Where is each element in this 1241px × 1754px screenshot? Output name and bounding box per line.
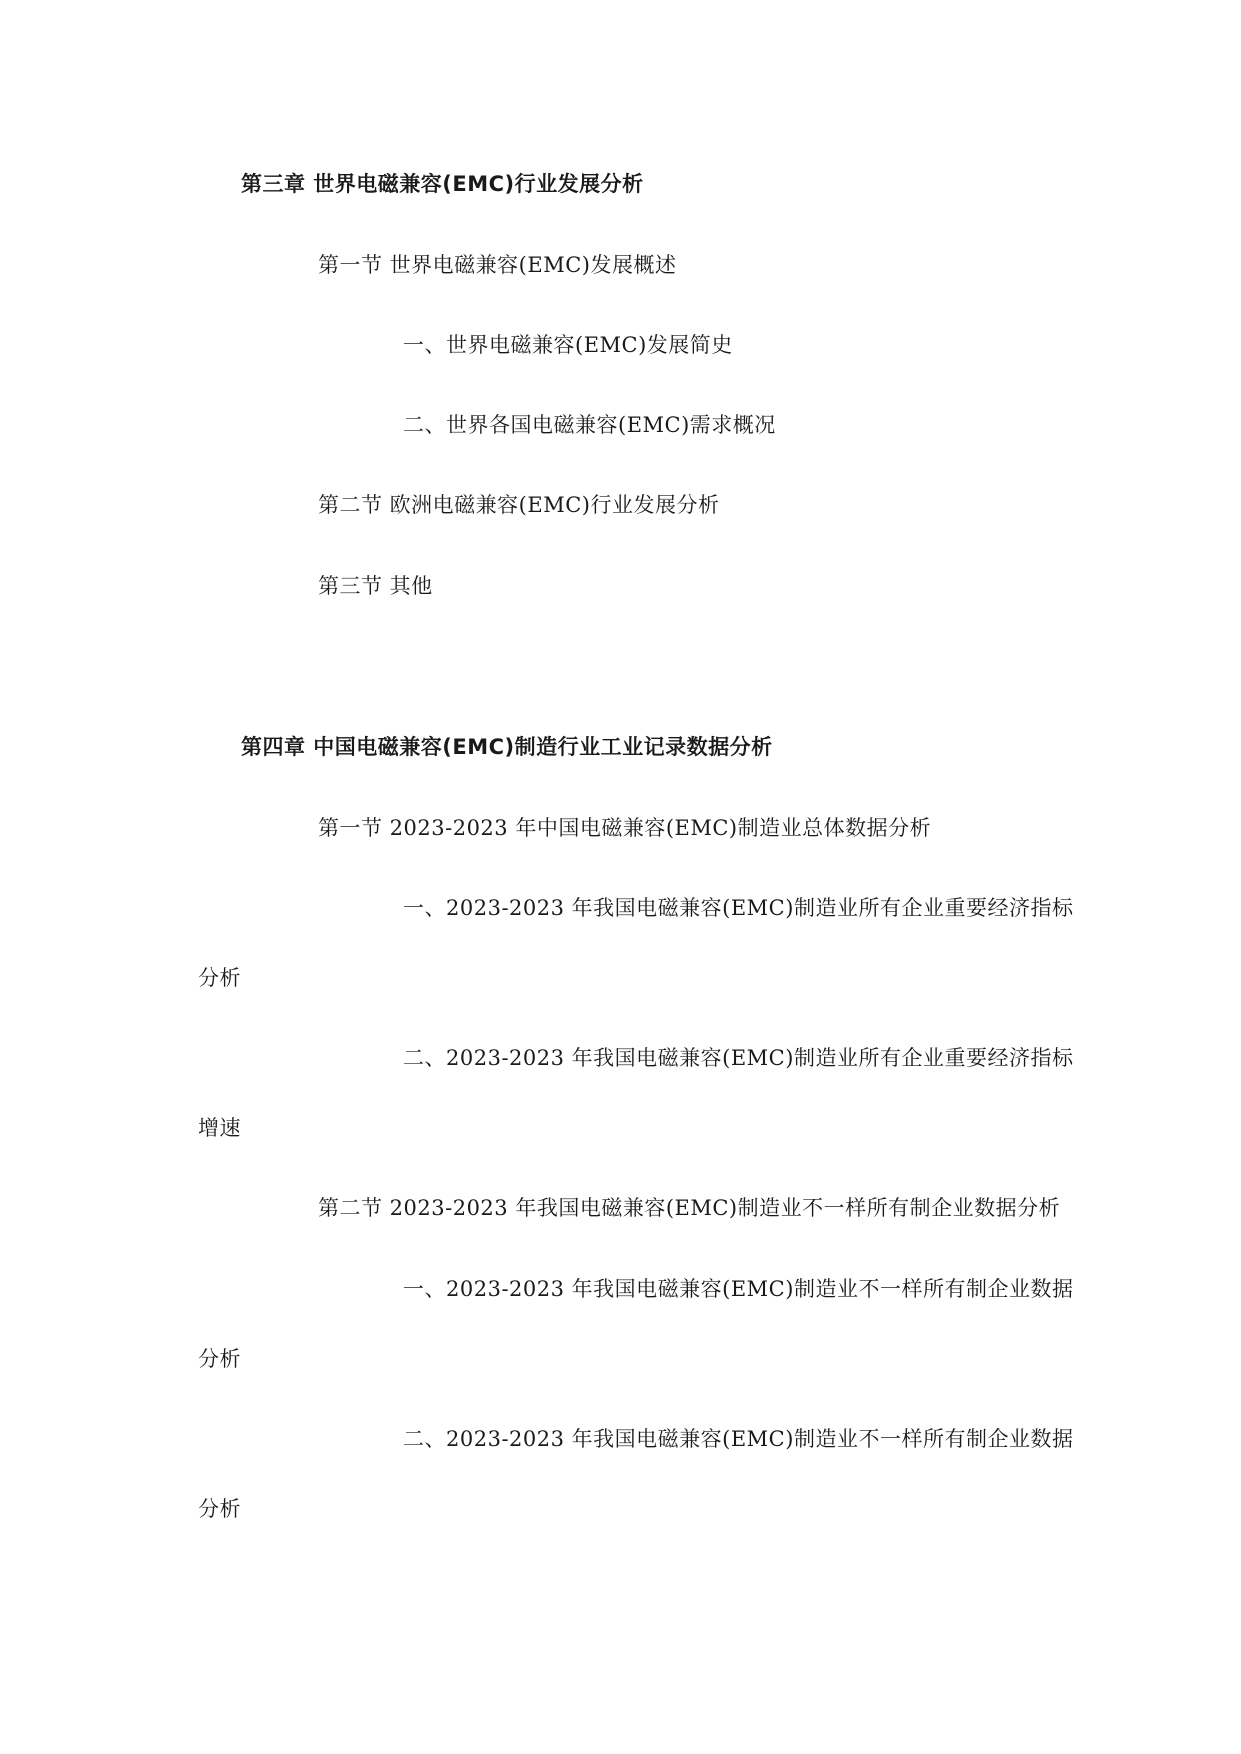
chapter-4-section-2-item-1-continuation: 分析 <box>198 1347 241 1371</box>
chapter-4-section-2-item-1: 一、2023-2023 年我国电磁兼容(EMC)制造业不一样所有制企业数据 <box>403 1277 1074 1301</box>
chapter-4-section-1-item-2: 二、2023-2023 年我国电磁兼容(EMC)制造业所有企业重要经济指标 <box>403 1046 1074 1070</box>
chapter-4-section-1: 第一节 2023-2023 年中国电磁兼容(EMC)制造业总体数据分析 <box>318 816 932 840</box>
chapter-3-section-1-item-1: 一、世界电磁兼容(EMC)发展简史 <box>403 333 733 357</box>
chapter-4-section-2-item-2: 二、2023-2023 年我国电磁兼容(EMC)制造业不一样所有制企业数据 <box>403 1427 1074 1451</box>
chapter-4-section-1-item-1: 一、2023-2023 年我国电磁兼容(EMC)制造业所有企业重要经济指标 <box>403 896 1074 920</box>
chapter-4-section-1-item-2-continuation: 增速 <box>198 1116 241 1140</box>
chapter-4-section-2: 第二节 2023-2023 年我国电磁兼容(EMC)制造业不一样所有制企业数据分析 <box>318 1196 1061 1220</box>
chapter-3-section-1-item-2: 二、世界各国电磁兼容(EMC)需求概况 <box>403 413 776 437</box>
chapter-4-section-1-item-1-continuation: 分析 <box>198 966 241 990</box>
chapter-4-section-2-item-2-continuation: 分析 <box>198 1497 241 1521</box>
chapter-4-heading: 第四章 中国电磁兼容(EMC)制造行业工业记录数据分析 <box>241 735 773 759</box>
chapter-3-heading: 第三章 世界电磁兼容(EMC)行业发展分析 <box>241 172 644 196</box>
chapter-3-section-3: 第三节 其他 <box>318 574 433 598</box>
chapter-3-section-1: 第一节 世界电磁兼容(EMC)发展概述 <box>318 253 677 277</box>
chapter-3-section-2: 第二节 欧洲电磁兼容(EMC)行业发展分析 <box>318 493 720 517</box>
